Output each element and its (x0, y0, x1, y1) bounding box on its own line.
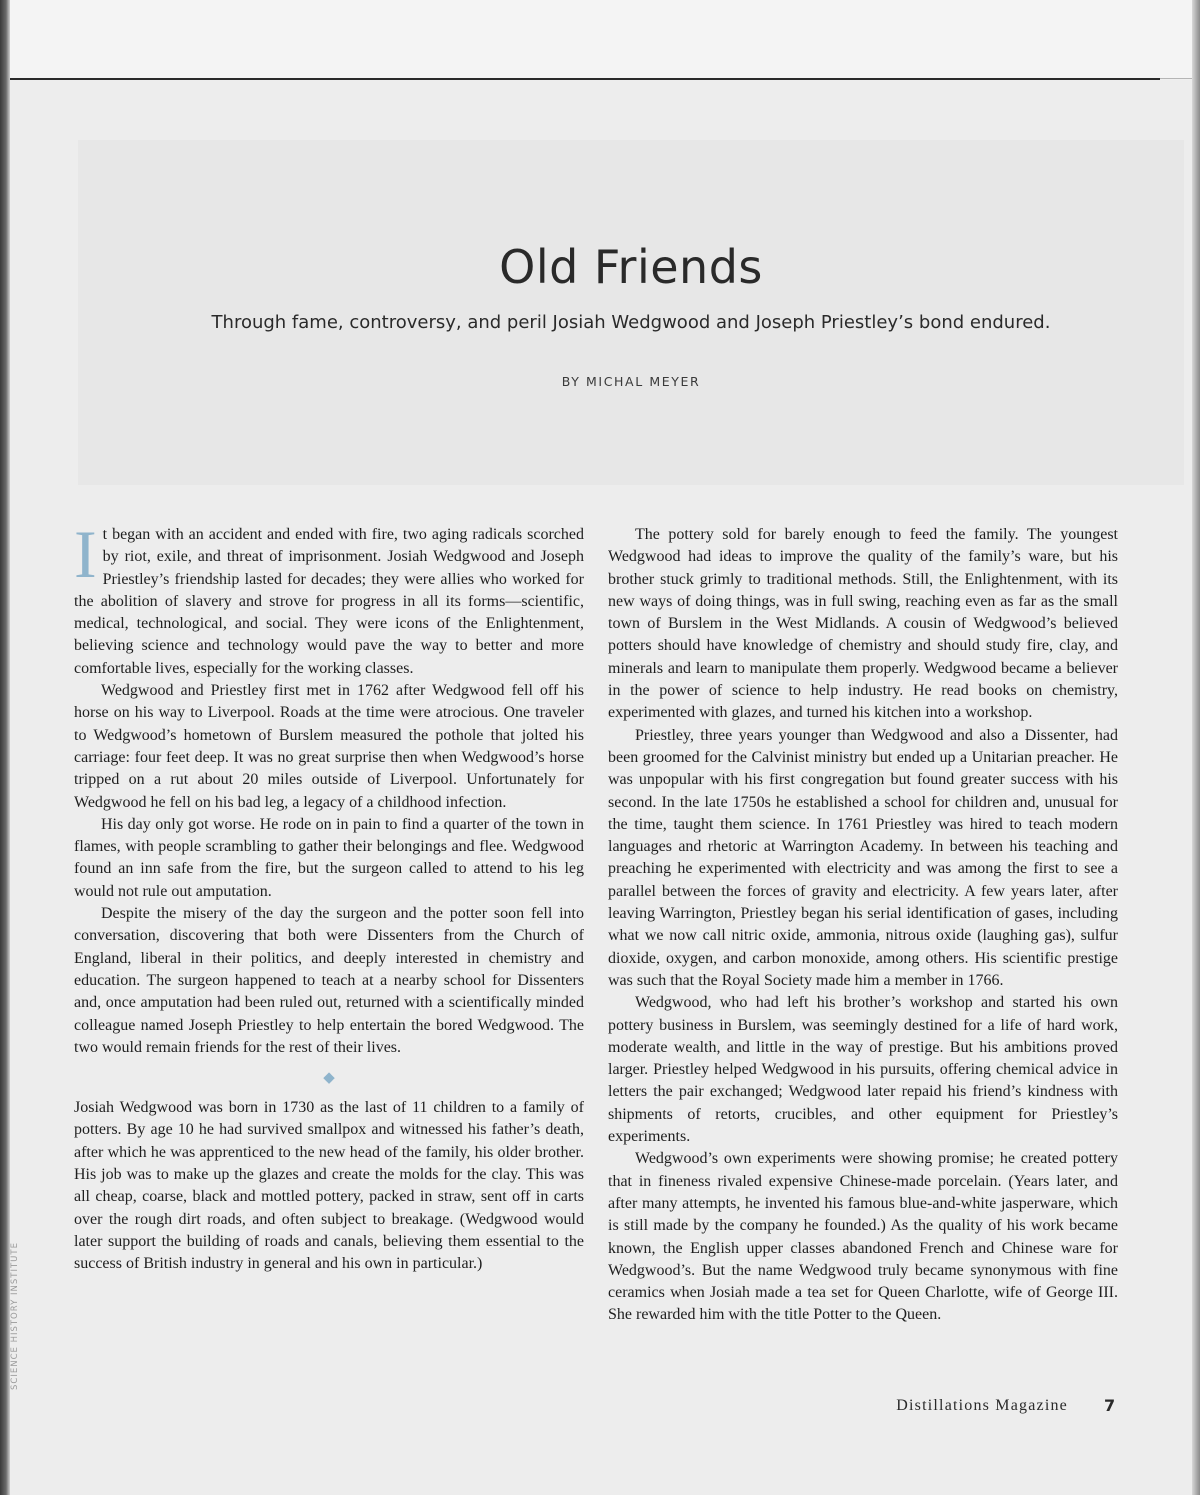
paragraph-text: t began with an accident and ended with fire, two aging radicals scorched by riot, exile, and threat of imprisonment. Josiah Wedgwood and Joseph Priestley’s friendship lasted for decades; they were allies who worked for the abolition of slavery and strove for progress in all its forms—scientific, medical, technological, and social. They were icons of the Enlightenment, believing science and technology would pave the way to better and more comfortable lives, especially for the working classes. (74, 526, 584, 677)
footer-magazine-name: Distillations Magazine (896, 1397, 1068, 1414)
section-divider-diamond-icon: ◆ (323, 1070, 335, 1087)
article-byline: BY MICHAL MEYER (561, 374, 701, 389)
body-paragraph: Wedgwood and Priestley first met in 1762 after Wedgwood fell off his horse on his way to Liverpool. Roads at the time were atrocious. One traveler to Wedgwood’s hometown of Burslem measured the pothole that jolted his carriage: four feet deep. It was no great surprise then when Wedgwood’s horse tripped on a rut about 20 miles outside of Liverpool. Unfortunately for Wedgwood he fell on his bad leg, a legacy of a childhood infection. (74, 682, 584, 811)
body-paragraph: Josiah Wedgwood was born in 1730 as the last of 11 children to a family of potters. By age 10 he had survived smallpox and witnessed his father’s death, after which he was apprenticed to the new head of the family, his older brother. His job was to make up the glazes and create the molds for the clay. This was all cheap, coarse, black and mottled pottery, packed in straw, sent off in carts over the rough dirt roads, and often subject to breakage. (Wedgwood would later support the building of roads and canals, believing them essential to the success of British industry in general and his own in particular.) (74, 1099, 584, 1273)
body-paragraph: Priestley, three years younger than Wedgwood and also a Dissenter, had been groomed for the Calvinist ministry but ended up a Unitarian preacher. He was unpopular with his first congregation but found greater success with his second. In the late 1750s he established a school for children and, unusual for the time, taught them science. In 1761 Priestley was hired to teach modern languages and rhetoric at Warrington Academy. In between his teaching and preaching he experimented with electricity and was among the first to see a parallel between the forces of gravity and electricity. A few years later, after leaving Warrington, Priestley began his serial identification of gases, including what we now call nitric oxide, ammonia, nitrous oxide (laughing gas), sulfur dioxide, oxygen, and carbon monoxide, among others. His scientific prestige was such that the Royal Society made him a member in 1766. (608, 726, 1118, 989)
body-paragraph: His day only got worse. He rode on in pain to find a quarter of the town in flames, with people scrambling to gather their belongings and flee. Wedgwood found an inn safe from the fire, but the surgeon called to attend to his leg would not rule out amputation. (74, 815, 584, 900)
scan-binding-edge (0, 0, 10, 1495)
body-paragraph: Wedgwood’s own experiments were showing promise; he created pottery that in fineness rivaled expensive Chinese-made porcelain. (Years later, and after many attempts, he invented his famous blue-and-white jasperware, which is still made by the company he founded.) As the quality of his work became known, the English upper classes abandoned French and Chinese ware for Wedgwood’s. But the name Wedgwood truly became synonymous with fine ceramics when Josiah made a tea set for Queen Charlotte, wife of George III. She rewarded him with the title Potter to the Queen. (608, 1150, 1118, 1324)
previous-page-strip (10, 0, 1200, 79)
body-paragraph: The pottery sold for barely enough to feed the family. The youngest Wedgwood had ideas to improve the quality of the family’s ware, but his brother stuck grimly to traditional methods. Still, the Enlightenment, with its new ways of doing things, was in full swing, reaching even as far as the small town of Burslem in the West Midlands. A cousin of Wedgwood’s believed potters should have knowledge of chemistry and should study fire, clay, and minerals and learn to manipulate them properly. Wedgwood became a believer in the power of science to help industry. He read books on chemistry, experimented with glazes, and turned his kitchen into a workshop. (608, 526, 1118, 722)
body-paragraph (74, 516, 584, 680)
left-column (74, 516, 584, 1276)
footer-page-number: 7 (1104, 1396, 1116, 1415)
drop-cap: I (74, 516, 97, 592)
right-column (608, 524, 1118, 1327)
article-subtitle: Through fame, controversy, and peril Josiah Wedgwood and Joseph Priestley’s bond endured. (211, 312, 1051, 333)
article-title: Old Friends (499, 240, 763, 294)
body-paragraph: Wedgwood, who had left his brother’s workshop and started his own pottery business in Burslem, was seemingly destined for a life of hard work, moderate wealth, and little in the way of prestige. But his ambitions proved larger. Priestley helped Wedgwood in his pursuits, offering chemical advice in letters the pair exchanged; Wedgwood later repaid his friend’s kindness with shipments of retorts, crucibles, and other equipment for Priestley’s experiments. (608, 994, 1118, 1146)
scan-right-edge (1192, 0, 1200, 1495)
side-credit: SCIENCE HISTORY INSTITUTE (10, 1242, 20, 1390)
body-paragraph: Despite the misery of the day the surgeon and the potter soon fell into conversation, discovering that both were Dissenters from the Church of England, liberal in their politics, and deeply interested in chemistry and education. The surgeon happened to teach at a nearby school for Dissenters and, once amputation had been ruled out, returned with a scientifically minded colleague named Joseph Priestley to help entertain the bored Wedgwood. The two would remain friends for the rest of their lives. (74, 905, 584, 1056)
